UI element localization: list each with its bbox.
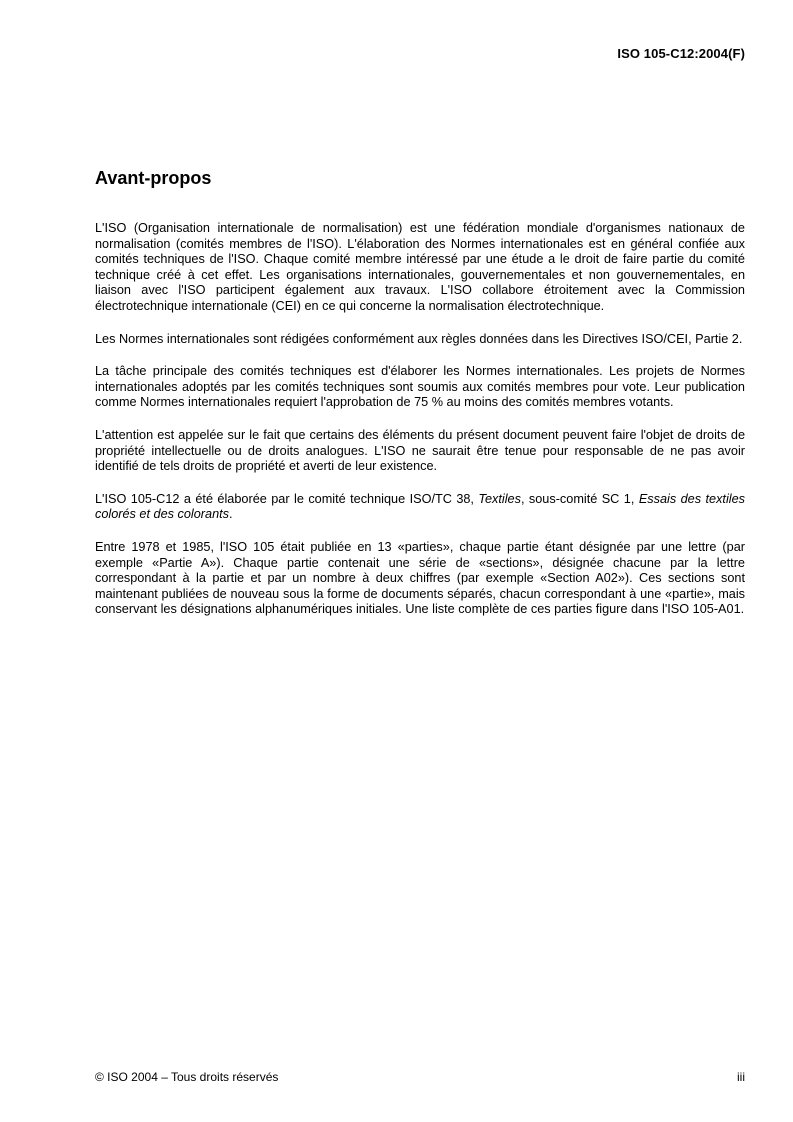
page-body: [95, 168, 745, 635]
paragraph-italic-textiles: Textiles: [478, 491, 521, 506]
page-header: [95, 46, 745, 61]
paragraph-directives: Les Normes internationales sont rédigées conformément aux règles données dans les Directives ISO/CEI, Partie 2.: [95, 331, 743, 346]
paragraph-iso-federation: L'ISO (Organisation internationale de normalisation) est une fédération mondiale d'organismes nationaux de normalisation (comités membres de l'ISO). L'élaboration des Normes internationales est en général confiée aux comités techniques de l'ISO. Chaque comité membre intéressé par une étude a le droit de faire partie du comité technique créé à cet effet. Les organisations internationales, gouvernementales et non gouvernementales, en liaison avec l'ISO participent également aux travaux. L'ISO collabore étroitement avec la Commission électrotechnique internationale (CEI) en ce qui concerne la normalisation électrotechnique.: [95, 221, 745, 313]
paragraph-text-segment: , sous-comité SC 1,: [520, 491, 639, 506]
paragraph-comite-technique-tc38: [95, 492, 745, 523]
paragraph-text-segment: .: [229, 507, 233, 522]
paragraph-propriete-intellectuelle: L'attention est appelée sur le fait que certains des éléments du présent document peuvent faire l'objet de droits de propriété intellectuelle ou de droits analogues. L'ISO ne saurait être tenue pour responsable de ne pas avoir identifié de tels droits de propriété et averti de leur existence.: [95, 427, 745, 474]
paragraph-historique-parties: Entre 1978 et 1985, l'ISO 105 était publiée en 13 «parties», chaque partie étant désignée par une lettre (par exemple «Partie A»). Chaque partie contenait une série de «sections», désignée chacune par la lettre correspondant à la partie et par un nombre à deux chiffres (par exemple «Section A02»). Ces sections sont maintenant publiées de nouveau sous la forme de documents séparés, chacun correspondant à une «partie», mais conservant les désignations alphanumériques initiales. Une liste complète de ces parties figure dans l'ISO 105-A01.: [95, 539, 745, 617]
footer-page-number: iii: [737, 1070, 745, 1084]
page-title: Avant-propos: [95, 168, 212, 188]
paragraph-comites-techniques: La tâche principale des comités techniques est d'élaborer les Normes internationales. Les projets de Normes internationales adoptés par les comités techniques sont soumis aux comités membres pour vote. Leur publication comme Normes internationales requiert l'approbation de 75 % au moins des comités membres votants.: [95, 364, 745, 410]
paragraph-text-segment: L'ISO 105-C12 a été élaborée par le comité technique ISO/TC 38,: [95, 491, 479, 506]
document-reference: ISO 105-C12:2004(F): [617, 46, 745, 61]
footer-copyright: © ISO 2004 – Tous droits réservés: [95, 1070, 279, 1084]
page-footer: [95, 1070, 745, 1084]
paragraph-italic-essais: Essais des textiles colorés et des colorants: [95, 491, 745, 522]
